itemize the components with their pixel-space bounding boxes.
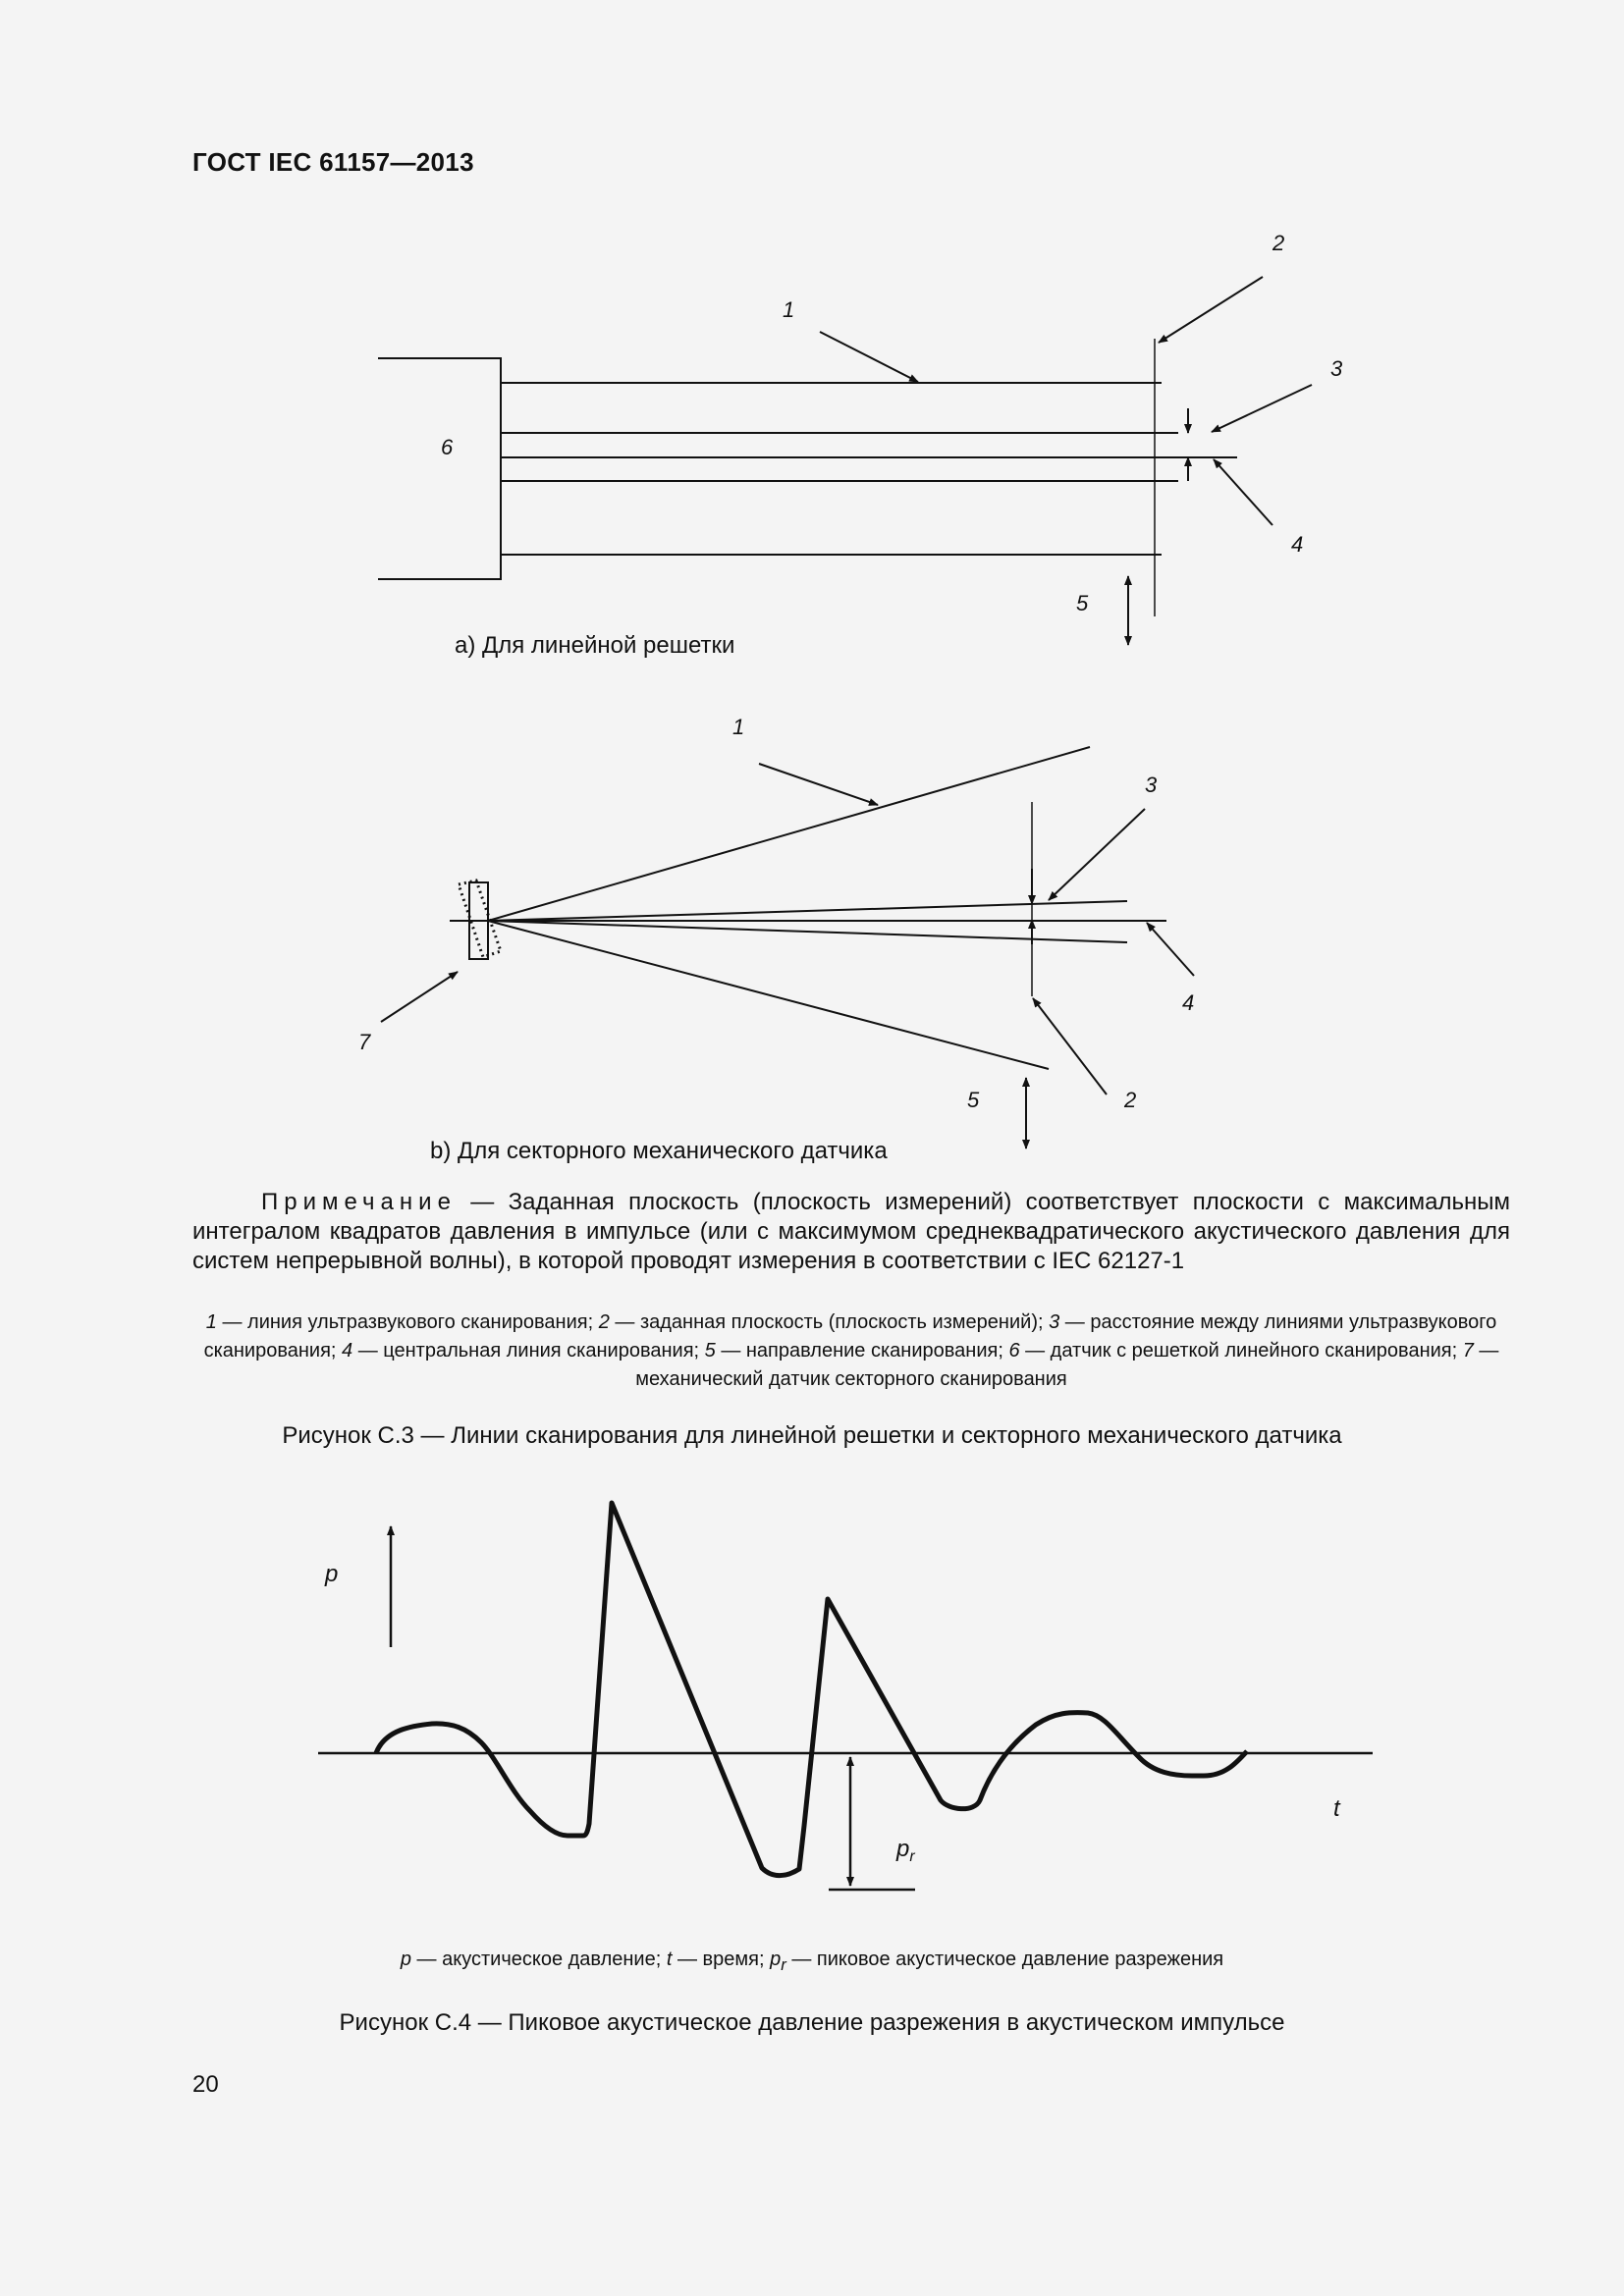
arrow-label-4 bbox=[1214, 459, 1272, 525]
arrow-b-label-1 bbox=[759, 764, 878, 805]
caption-b: b) Для секторного механического датчика bbox=[430, 1138, 888, 1164]
label-t: t bbox=[1333, 1795, 1340, 1822]
legend-num-1: 1 bbox=[205, 1311, 217, 1333]
legend-num-7: 7 bbox=[1462, 1340, 1474, 1362]
label-b-4: 4 bbox=[1182, 990, 1195, 1015]
legend-text-7: — механический датчик секторного сканирования bbox=[635, 1340, 1499, 1390]
legend-text-2: — заданная плоскость (плоскость измерений); bbox=[609, 1311, 1050, 1333]
acoustic-pulse-waveform bbox=[376, 1503, 1247, 1876]
legend-c4-t: t bbox=[666, 1949, 673, 1970]
label-b-3: 3 bbox=[1145, 773, 1158, 797]
legend-text-6: — датчик с решеткой линейного сканирования; bbox=[1019, 1340, 1463, 1362]
label-a-3: 3 bbox=[1330, 356, 1343, 381]
legend-num-4: 4 bbox=[342, 1340, 353, 1362]
label-pr-main: p bbox=[896, 1836, 910, 1862]
label-a-4: 4 bbox=[1291, 532, 1304, 557]
figure-c3b-diagram bbox=[381, 747, 1194, 1148]
arrow-b-label-4 bbox=[1147, 923, 1194, 976]
legend-num-2: 2 bbox=[598, 1311, 610, 1333]
figure-c4-title: Рисунок С.4 — Пиковое акустическое давление разрежения в акустическом импульсе bbox=[339, 2009, 1285, 2036]
label-b-2: 2 bbox=[1124, 1088, 1137, 1112]
arrow-label-2 bbox=[1159, 277, 1263, 343]
label-a-5: 5 bbox=[1076, 591, 1089, 615]
figure-c3b-labels bbox=[358, 715, 1194, 1112]
figure-c4-legend bbox=[0, 1949, 1624, 1975]
legend-c4-pr-sub: r bbox=[781, 1955, 786, 1974]
arrow-label-3 bbox=[1212, 385, 1312, 432]
figure-c3a-diagram bbox=[378, 277, 1312, 645]
label-b-1: 1 bbox=[732, 715, 745, 739]
document-header: ГОСТ IEC 61157—2013 bbox=[192, 147, 474, 177]
label-b-7: 7 bbox=[358, 1030, 371, 1054]
figure-c3-legend bbox=[192, 1308, 1510, 1394]
label-b-5: 5 bbox=[967, 1088, 980, 1112]
arrow-b-label-3 bbox=[1049, 809, 1145, 900]
label-a-2: 2 bbox=[1272, 231, 1285, 255]
linear-array-transducer bbox=[378, 358, 501, 579]
figure-c4-diagram bbox=[318, 1503, 1373, 1890]
legend-text-3: — расстояние между линиями ультразвукового сканирования; bbox=[203, 1311, 1497, 1362]
label-pr-sub: r bbox=[909, 1848, 915, 1865]
figure-c3a-labels bbox=[441, 231, 1343, 615]
legend-c4-pr: p bbox=[770, 1949, 782, 1970]
legend-num-3: 3 bbox=[1049, 1311, 1060, 1333]
legend-c4-t-text: — время; bbox=[672, 1949, 771, 1970]
label-a-6: 6 bbox=[441, 435, 454, 459]
caption-a: а) Для линейной решетки bbox=[455, 632, 735, 659]
legend-c4-p: p bbox=[400, 1949, 411, 1970]
legend-text-1: — линия ультразвукового сканирования; bbox=[216, 1311, 599, 1333]
figure-note bbox=[192, 1188, 1510, 1276]
note-text: — Заданная плоскость (плоскость измерений) соответствует плоскости с максимальным интегралом квадратов давления в импульсе (или с максимумом среднеквадратического акустического давления для систем непрерывной волны), в которой проводят измерения в соответствии с IEC 62127-1 bbox=[192, 1189, 1510, 1274]
figure-c3-title: Рисунок С.3 — Линии сканирования для линейной решетки и секторного механического датчика bbox=[282, 1422, 1342, 1449]
legend-text-4: — центральная линия сканирования; bbox=[352, 1340, 705, 1362]
label-p: p bbox=[325, 1561, 339, 1587]
legend-c4-p-text: — акустическое давление; bbox=[411, 1949, 667, 1970]
arrow-b-label-7 bbox=[381, 972, 458, 1022]
sector-line-lower bbox=[488, 921, 1049, 1069]
legend-num-5: 5 bbox=[704, 1340, 716, 1362]
arrow-label-1 bbox=[820, 332, 918, 382]
page-number: 20 bbox=[192, 2071, 219, 2098]
label-a-1: 1 bbox=[783, 297, 795, 322]
legend-text-5: — направление сканирования; bbox=[715, 1340, 1009, 1362]
label-pr bbox=[895, 1836, 915, 1865]
note-title: Примечание bbox=[261, 1189, 457, 1215]
legend-c4-pr-text: — пиковое акустическое давление разрежения bbox=[785, 1949, 1224, 1970]
arrow-b-label-2 bbox=[1033, 998, 1107, 1095]
legend-num-6: 6 bbox=[1008, 1340, 1020, 1362]
